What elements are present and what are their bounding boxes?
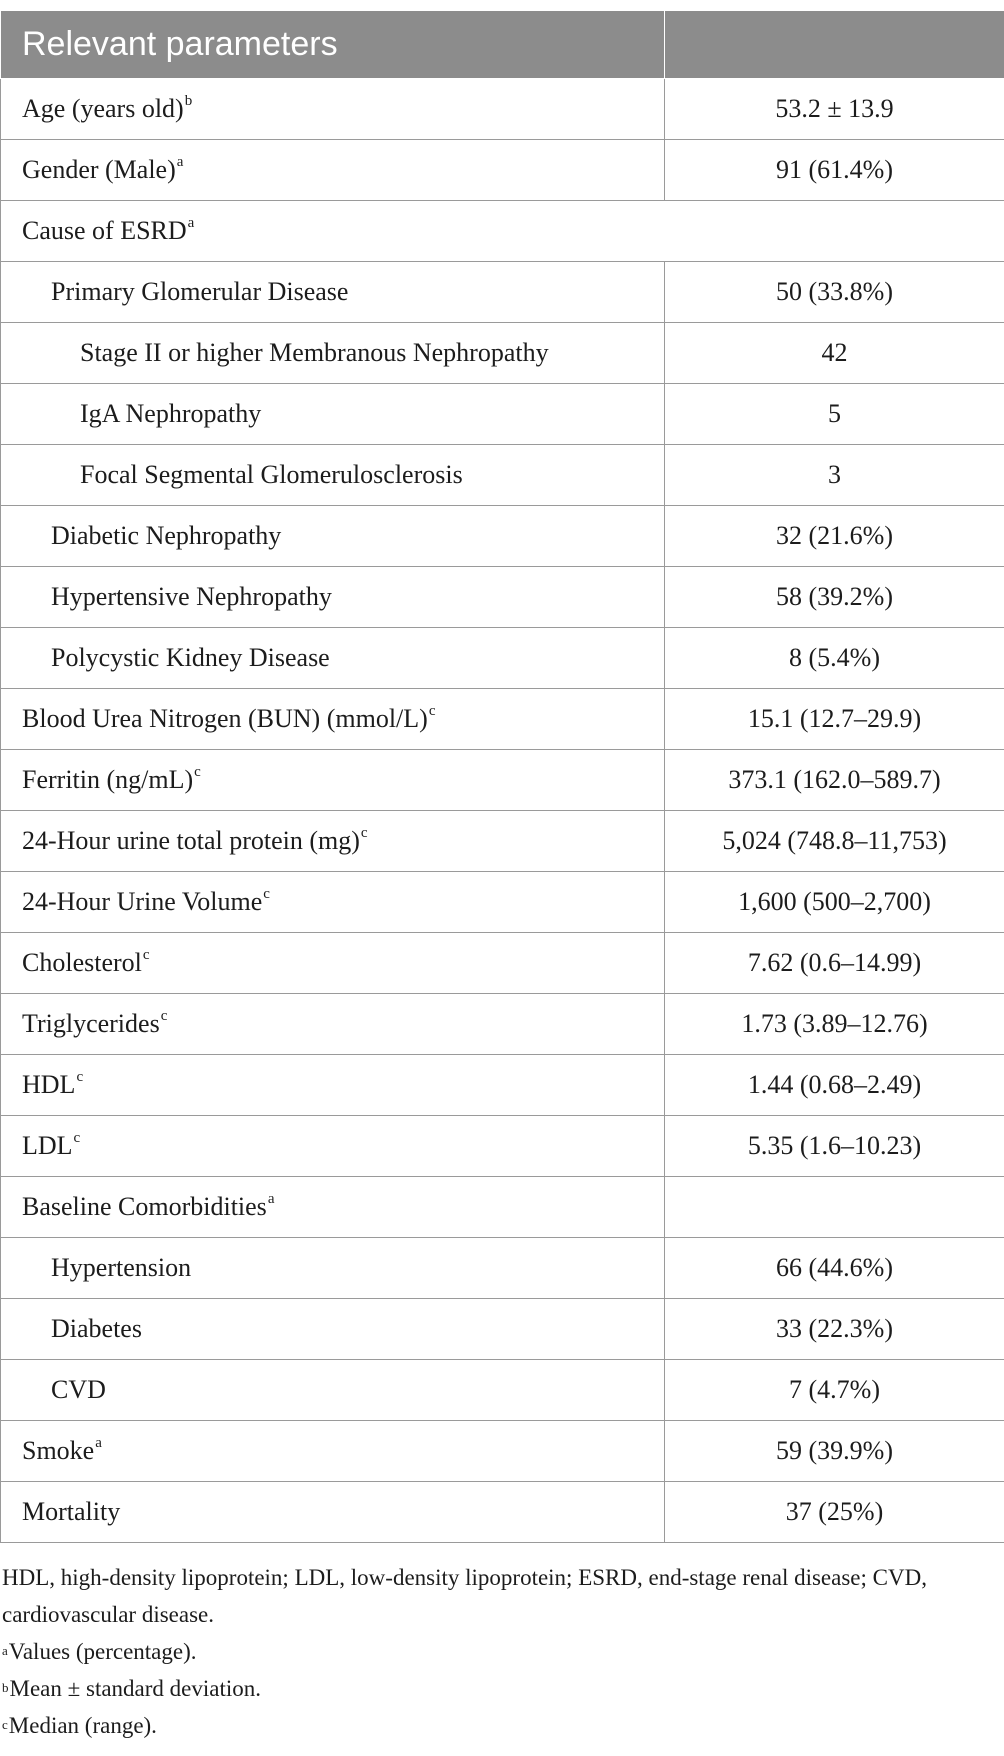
footnote-mark: a: [187, 215, 195, 231]
row-label-text: HDL: [22, 1070, 76, 1099]
footnote-mark: c: [73, 1130, 81, 1146]
footnote-mark: c: [160, 1008, 168, 1024]
row-label: [1, 1177, 665, 1238]
row-value: 66 (44.6%): [665, 1238, 1004, 1299]
table-header-row: [1, 11, 1004, 79]
table-row: [1, 201, 1004, 262]
row-label-text: Cholesterol: [22, 948, 142, 977]
row-label-text: Focal Segmental Glomerulosclerosis: [80, 460, 463, 489]
footnote-item-mark: c: [2, 1717, 8, 1732]
footnote-item-mark: b: [2, 1680, 9, 1695]
row-label: [1, 262, 665, 323]
footnote-mark: c: [428, 703, 436, 719]
row-value: 33 (22.3%): [665, 1299, 1004, 1360]
row-label-text: Smoke: [22, 1436, 95, 1465]
row-label-text: Blood Urea Nitrogen (BUN) (mmol/L): [22, 704, 428, 733]
table-row: [1, 872, 1004, 933]
row-value: 7.62 (0.6–14.99): [665, 933, 1004, 994]
table-row: [1, 262, 1004, 323]
row-label-text: Ferritin (ng/mL): [22, 765, 194, 794]
row-value: 1,600 (500–2,700): [665, 872, 1004, 933]
table-row: [1, 445, 1004, 506]
footnote-mark: c: [194, 764, 201, 780]
footnote-mark: a: [267, 1191, 275, 1207]
table-body: [1, 79, 1004, 1543]
row-label: [1, 1482, 665, 1543]
table-row: [1, 506, 1004, 567]
table-row: [1, 628, 1004, 689]
row-label: [1, 1238, 665, 1299]
row-label-text: Mortality: [22, 1497, 121, 1526]
table-row: [1, 1360, 1004, 1421]
row-label: [1, 994, 665, 1055]
table-document: [0, 10, 1004, 1744]
row-value: 7 (4.7%): [665, 1360, 1004, 1421]
table-row: [1, 994, 1004, 1055]
row-label: [1, 445, 665, 506]
row-label-text: Diabetic Nephropathy: [51, 521, 282, 550]
row-value: 373.1 (162.0–589.7): [665, 750, 1004, 811]
row-label: [1, 506, 665, 567]
row-label-text: CVD: [51, 1375, 106, 1404]
table-row: [1, 1482, 1004, 1543]
row-value: 50 (33.8%): [665, 262, 1004, 323]
row-value: 42: [665, 323, 1004, 384]
row-label-text: IgA Nephropathy: [80, 399, 262, 428]
row-label-text: Stage II or higher Membranous Nephropathy: [80, 338, 549, 367]
row-label: [1, 140, 665, 201]
row-value: 53.2 ± 13.9: [665, 79, 1004, 140]
footnote-item-mark: a: [2, 1643, 8, 1658]
footnote-mark: c: [263, 886, 270, 902]
row-label-text: 24-Hour Urine Volume: [22, 887, 263, 916]
parameters-table: [0, 10, 1004, 1543]
footnote-item: [2, 1633, 1004, 1670]
row-value: 15.1 (12.7–29.9): [665, 689, 1004, 750]
row-value: 58 (39.2%): [665, 567, 1004, 628]
table-row: [1, 811, 1004, 872]
footnote-abbreviations: HDL, high-density lipoprotein; LDL, low-density lipoprotein; ESRD, end-stage renal disease; CVD, cardiovascular disease.: [2, 1565, 927, 1627]
table-row: [1, 1055, 1004, 1116]
row-label-text: LDL: [22, 1131, 73, 1160]
table-row: [1, 384, 1004, 445]
row-value: 5: [665, 384, 1004, 445]
row-label-text: Diabetes: [51, 1314, 142, 1343]
table-row: [1, 323, 1004, 384]
footnote-mark: c: [76, 1069, 84, 1085]
row-label: [1, 1421, 665, 1482]
footnote-mark: c: [142, 947, 150, 963]
row-label-text: Triglycerides: [22, 1009, 160, 1038]
row-label: [1, 1116, 665, 1177]
row-label: [1, 384, 665, 445]
footnote-item: [2, 1707, 1004, 1744]
row-value: 37 (25%): [665, 1482, 1004, 1543]
row-label: [1, 689, 665, 750]
header-value: [665, 11, 1004, 79]
footnote-mark: b: [184, 93, 193, 109]
row-value: 1.73 (3.89–12.76): [665, 994, 1004, 1055]
row-value: 5,024 (748.8–11,753): [665, 811, 1004, 872]
row-label: [1, 323, 665, 384]
footnote-mark: a: [176, 154, 184, 170]
row-label-text: Baseline Comorbidities: [22, 1192, 267, 1221]
footnote-item-text: Values (percentage).: [8, 1639, 197, 1664]
header-relevant-parameters: Relevant parameters: [1, 11, 665, 79]
row-value: 91 (61.4%): [665, 140, 1004, 201]
row-label-text: Gender (Male): [22, 155, 176, 184]
row-label: [1, 1055, 665, 1116]
footnote-mark: c: [360, 825, 368, 841]
row-label-text: Primary Glomerular Disease: [51, 277, 349, 306]
footnote-mark: a: [95, 1435, 102, 1451]
row-label-text: Hypertension: [51, 1253, 192, 1282]
row-value: 3: [665, 445, 1004, 506]
row-value: 59 (39.9%): [665, 1421, 1004, 1482]
table-row: [1, 79, 1004, 140]
footnote-list: [2, 1633, 1004, 1744]
row-label-text: Age (years old): [22, 94, 184, 123]
row-label: [1, 933, 665, 994]
row-label: [1, 1360, 665, 1421]
table-footnotes: [0, 1559, 1004, 1744]
table-row: [1, 140, 1004, 201]
row-label: [1, 79, 665, 140]
row-label: [1, 1299, 665, 1360]
row-label-text: Hypertensive Nephropathy: [51, 582, 332, 611]
footnote-item: [2, 1670, 1004, 1707]
table-row: [1, 567, 1004, 628]
footnote-item-text: Median (range).: [8, 1713, 157, 1738]
table-row: [1, 1421, 1004, 1482]
table-row: [1, 933, 1004, 994]
row-label: [1, 628, 665, 689]
row-label-text: 24-Hour urine total protein (mg): [22, 826, 360, 855]
row-value: 5.35 (1.6–10.23): [665, 1116, 1004, 1177]
row-label-text: Polycystic Kidney Disease: [51, 643, 330, 672]
row-label: [1, 811, 665, 872]
row-value: 1.44 (0.68–2.49): [665, 1055, 1004, 1116]
table-row: [1, 1116, 1004, 1177]
table-row: [1, 1238, 1004, 1299]
row-label: [1, 872, 665, 933]
row-label-text: Cause of ESRD: [22, 216, 187, 245]
footnote-item-text: Mean ± standard deviation.: [9, 1676, 261, 1701]
row-value: [665, 1177, 1004, 1238]
table-row: [1, 1299, 1004, 1360]
row-value: 32 (21.6%): [665, 506, 1004, 567]
table-row: [1, 1177, 1004, 1238]
row-value: 8 (5.4%): [665, 628, 1004, 689]
table-row: [1, 750, 1004, 811]
row-label: [1, 567, 665, 628]
table-row: [1, 689, 1004, 750]
row-label: [1, 750, 665, 811]
row-label: [1, 201, 1004, 262]
